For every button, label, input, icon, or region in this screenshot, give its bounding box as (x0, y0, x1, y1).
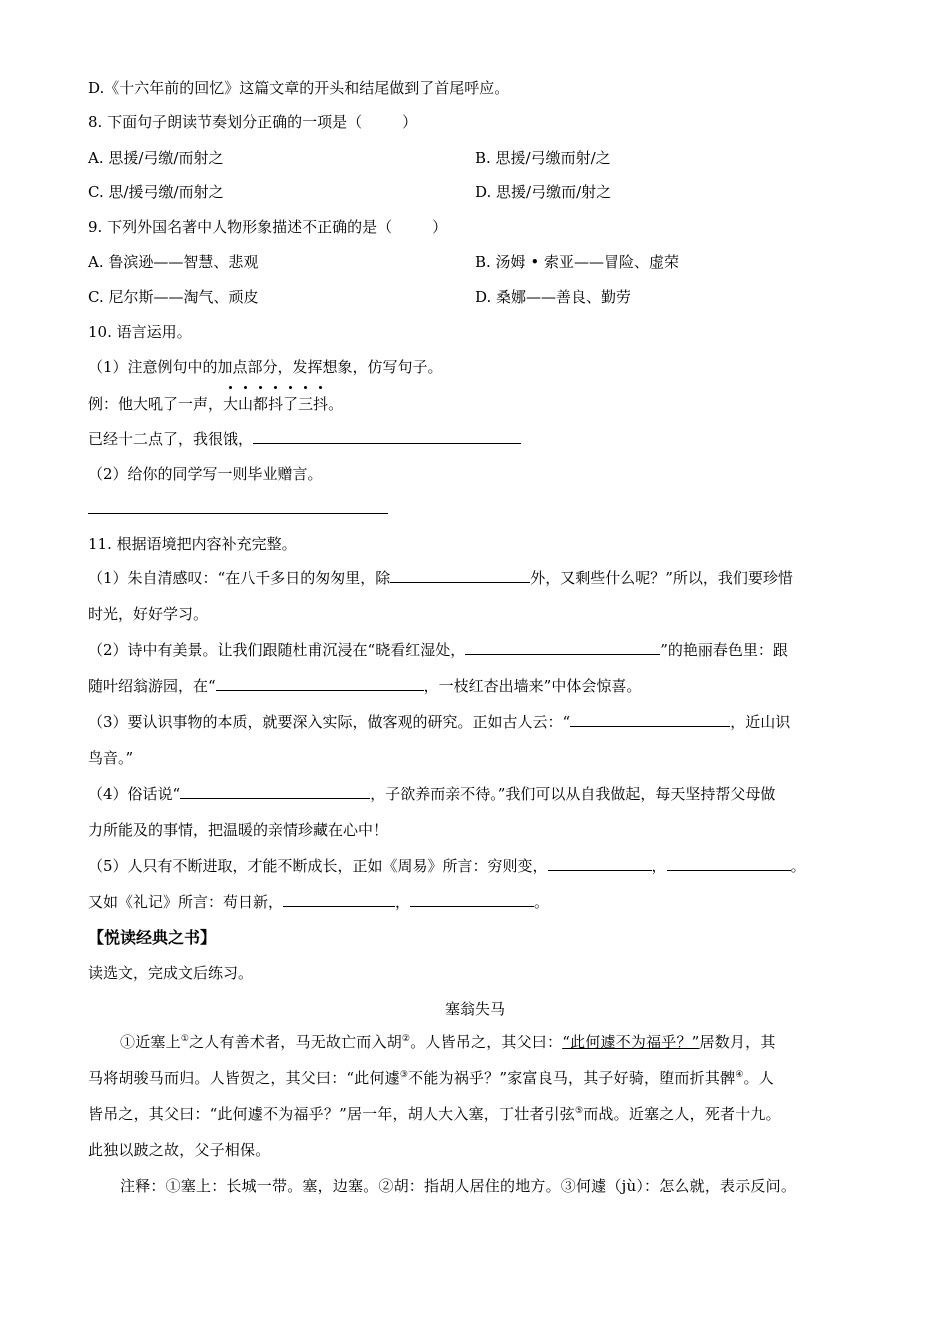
q7-option-d: D.《十六年前的回忆》这篇文章的开头和结尾做到了首尾呼应。 (88, 79, 510, 97)
passage-notes: 注释：①塞上：长城一带。塞，边塞。②胡：指胡人居住的地方。③何遽（jù）：怎么就，表示反问。 (120, 1177, 797, 1195)
q11-p5: （5）人只有不断进取，才能不断成长，正如《周易》所言：穷则变， ， 。 (88, 857, 806, 875)
q9-option-a: A. 鲁滨逊——智慧、悲观 (88, 253, 259, 271)
q10-example: 例：他大吼了一声， 大 山 都 抖 了 三 抖。 (88, 394, 343, 414)
q11-p2-cont: 随叶绍翁游园，在“ ，一枝红杏出墙来”中体会惊喜。 (88, 677, 642, 695)
answer-blank[interactable] (180, 784, 370, 799)
section-heading: 【悦读经典之书】 (88, 928, 217, 947)
passage-line-3: 皆吊之，其父曰：“此何遽不为福乎？”居一年，胡人大入塞，丁壮者引弦⑤而战。近塞之人，死者十九。 (88, 1105, 781, 1123)
underlined-quote: “此何遽不为福乎？” (562, 1033, 700, 1051)
q11-p4: （4）俗话说“ ，子欲养而亲不待。”我们可以从自我做起，每天坚持帮父母做 (88, 785, 776, 803)
q8-stem: 8. 下面句子朗读节奏划分正确的一项是（ ） (88, 113, 418, 131)
q11-p1: （1）朱自清感叹：“在八千多日的匆匆里，除 外，又剩些什么呢？”所以，我们要珍惜 (88, 569, 793, 587)
dotted-char: 了 (283, 395, 298, 413)
dotted-char: 抖 (313, 395, 328, 413)
passage-line-2: 马将胡骏马而归。人皆贺之，其父曰：“此何遽③不能为祸乎？”家富良马，其子好骑，堕而折其髀④。人 (88, 1069, 774, 1087)
q10-part2-answer (88, 499, 388, 519)
answer-blank[interactable] (548, 856, 652, 871)
q9-stem: 9. 下列外国名著中人物形象描述不正确的是（ ） (88, 218, 448, 236)
q10-part1: （1）注意例句中的加点部分，发挥想象，仿写句子。 (88, 358, 443, 376)
answer-blank[interactable] (390, 568, 530, 583)
answer-blank[interactable] (283, 892, 395, 907)
q11-p3-cont: 鸟音。” (88, 749, 134, 767)
dotted-char: 抖 (268, 395, 283, 413)
dotted-char: 都 (253, 395, 268, 413)
answer-blank[interactable] (570, 712, 730, 727)
answer-blank[interactable] (667, 856, 791, 871)
section-instruction: 读选文，完成文后练习。 (88, 964, 254, 982)
q10-part2: （2）给你的同学写一则毕业赠言。 (88, 465, 323, 483)
q11-title: 11. 根据语境把内容补充完整。 (88, 535, 297, 553)
answer-blank[interactable] (410, 892, 534, 907)
dotted-char: 山 (238, 395, 253, 413)
q10-title: 10. 语言运用。 (88, 323, 192, 341)
q11-p4-cont: 力所能及的事情，把温暖的亲情珍藏在心中！ (88, 821, 389, 839)
q11-p5-cont: 又如《礼记》所言：苟日新， ， 。 (88, 893, 550, 911)
q11-p2: （2）诗中有美景。让我们跟随杜甫沉浸在“晓看红湿处， ”的艳丽春色里：跟 (88, 641, 788, 659)
q8-option-d: D. 思援/弓缴而/射之 (475, 183, 612, 201)
passage-title: 塞翁失马 (444, 1000, 505, 1018)
q9-option-c: C. 尼尔斯——淘气、顽皮 (88, 288, 259, 306)
passage-line-1: ①近塞上①之人有善术者，马无故亡而入胡②。人皆吊之，其父曰：“此何遽不为福乎？”居数月，其 (120, 1033, 776, 1051)
q10-fill-line: 已经十二点了，我很饿， (88, 429, 521, 449)
q8-option-a: A. 思援/弓缴/而射之 (88, 149, 224, 167)
q8-option-b: B. 思援/弓缴而射/之 (475, 149, 611, 167)
q8-option-c: C. 思/援弓缴/而射之 (88, 183, 224, 201)
q11-p3: （3）要认识事物的本质，就要深入实际，做客观的研究。正如古人云：“ ，近山识 (88, 713, 791, 731)
answer-blank[interactable] (88, 499, 388, 514)
q9-option-d: D. 桑娜——善良、勤劳 (475, 288, 632, 306)
passage-line-4: 此独以跛之故，父子相保。 (88, 1141, 271, 1159)
dotted-char: 三 (298, 395, 313, 413)
q9-option-b: B. 汤姆 • 索亚——冒险、虚荣 (475, 253, 679, 271)
answer-blank[interactable] (216, 676, 424, 691)
answer-blank[interactable] (253, 429, 521, 444)
q11-p1-cont: 时光，好好学习。 (88, 605, 209, 623)
dotted-char: 大 (223, 395, 238, 413)
answer-blank[interactable] (465, 640, 660, 655)
